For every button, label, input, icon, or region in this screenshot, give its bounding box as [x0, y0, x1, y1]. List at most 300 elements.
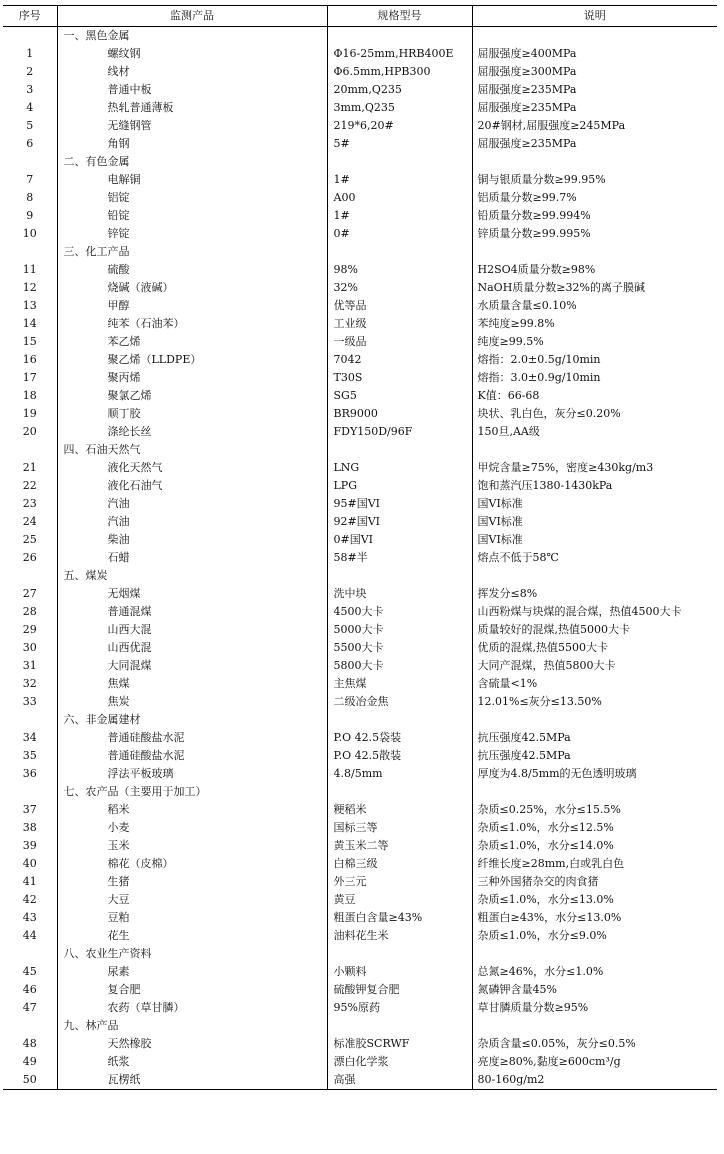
table-row	[3, 387, 717, 405]
row-number: 6	[26, 137, 34, 150]
row-number: 30	[22, 641, 37, 654]
product-name: 聚乙烯（LLDPE）	[57, 351, 327, 369]
product-name: 无烟煤	[57, 585, 327, 603]
row-number: 10	[22, 227, 37, 240]
product-spec: 5800大卡	[327, 657, 472, 675]
product-description: 杂质≤1.0%，水分≤9.0%	[472, 927, 717, 945]
row-number: 17	[22, 371, 37, 384]
product-description: 粗蛋白≥43%，水分≤13.0%	[472, 909, 717, 927]
table-row	[3, 801, 717, 819]
product-name: 豆粕	[57, 909, 327, 927]
product-spec: 5000大卡	[327, 621, 472, 639]
row-number: 33	[22, 695, 37, 708]
row-number: 49	[22, 1055, 37, 1068]
table-row	[3, 189, 717, 207]
product-description: 大同产混煤，热值5800大卡	[472, 657, 717, 675]
product-name: 普通硅酸盐水泥	[57, 729, 327, 747]
product-name: 天然橡胶	[57, 1035, 327, 1053]
product-name: 无缝钢管	[57, 117, 327, 135]
product-spec: LPG	[327, 477, 472, 495]
row-number: 9	[26, 209, 34, 222]
product-description: 屈服强度≥235MPa	[472, 99, 717, 117]
product-description: 抗压强度42.5MPa	[472, 747, 717, 765]
table-row	[3, 351, 717, 369]
table-row	[3, 117, 717, 135]
product-name: 山西大混	[57, 621, 327, 639]
category-row	[3, 711, 717, 729]
product-name: 焦煤	[57, 675, 327, 693]
product-name: 生猪	[57, 873, 327, 891]
table-row	[3, 315, 717, 333]
product-name: 苯乙烯	[57, 333, 327, 351]
product-spec: 高强	[327, 1071, 472, 1090]
product-name: 小麦	[57, 819, 327, 837]
product-description: 熔指：2.0±0.5g/10min	[472, 351, 717, 369]
product-spec: 95%原药	[327, 999, 472, 1017]
product-spec: SG5	[327, 387, 472, 405]
product-spec: 标准胶SCRWF	[327, 1035, 472, 1053]
row-number: 1	[26, 47, 34, 60]
product-spec: 1#	[327, 171, 472, 189]
product-spec: 58#半	[327, 549, 472, 567]
product-spec: 98%	[327, 261, 472, 279]
product-name: 纯苯（石油苯）	[57, 315, 327, 333]
table-row	[3, 1053, 717, 1071]
product-spec: 粳稻米	[327, 801, 472, 819]
row-number: 12	[22, 281, 37, 294]
table-row	[3, 891, 717, 909]
product-spec: 外三元	[327, 873, 472, 891]
product-description: 饱和蒸汽压1380-1430kPa	[472, 477, 717, 495]
row-number: 8	[26, 191, 34, 204]
product-spec: T30S	[327, 369, 472, 387]
table-row	[3, 135, 717, 153]
product-description: K值：66-68	[472, 387, 717, 405]
product-spec: 二级冶金焦	[327, 693, 472, 711]
row-number: 29	[22, 623, 37, 636]
category-row	[3, 153, 717, 171]
product-name: 电解铜	[57, 171, 327, 189]
product-name: 汽油	[57, 513, 327, 531]
product-name: 棉花（皮棉）	[57, 855, 327, 873]
product-description: 总氮≥46%，水分≤1.0%	[472, 963, 717, 981]
category-title: 五、煤炭	[57, 567, 327, 585]
category-no-cell	[3, 1017, 57, 1035]
row-number: 4	[26, 101, 34, 114]
category-row	[3, 1017, 717, 1035]
product-description: 屈服强度≥400MPa	[472, 45, 717, 63]
product-spec: 工业级	[327, 315, 472, 333]
table-row	[3, 855, 717, 873]
product-description: 优质的混煤,热值5500大卡	[472, 639, 717, 657]
table-row	[3, 477, 717, 495]
product-spec: A00	[327, 189, 472, 207]
row-number: 2	[26, 65, 34, 78]
product-spec: 漂白化学浆	[327, 1053, 472, 1071]
product-description: 熔点不低于58℃	[472, 549, 717, 567]
product-description: 含硫量<1%	[472, 675, 717, 693]
product-name: 聚丙烯	[57, 369, 327, 387]
category-spec-cell	[327, 783, 472, 801]
row-number: 36	[22, 767, 37, 780]
product-spec: FDY150D/96F	[327, 423, 472, 441]
product-name: 普通混煤	[57, 603, 327, 621]
row-number: 16	[22, 353, 37, 366]
product-description: 三种外国猪杂交的肉食猪	[472, 873, 717, 891]
header-spec: 规格型号	[327, 6, 472, 27]
table-row	[3, 423, 717, 441]
row-number: 21	[22, 461, 37, 474]
product-description: 铝质量分数≥99.7%	[472, 189, 717, 207]
product-description: 锌质量分数≥99.995%	[472, 225, 717, 243]
row-number: 48	[22, 1037, 37, 1050]
category-no-cell	[3, 243, 57, 261]
table-row	[3, 549, 717, 567]
product-spec: 粗蛋白含量≥43%	[327, 909, 472, 927]
product-spec: Φ16-25mm,HRB400E	[327, 45, 472, 63]
row-number: 5	[26, 119, 34, 132]
category-row	[3, 243, 717, 261]
row-number: 24	[22, 515, 37, 528]
category-spec-cell	[327, 711, 472, 729]
table-row	[3, 297, 717, 315]
table-row	[3, 729, 717, 747]
product-spec: 1#	[327, 207, 472, 225]
row-number: 46	[22, 983, 37, 996]
category-row	[3, 945, 717, 963]
table-row	[3, 279, 717, 297]
product-name: 汽油	[57, 495, 327, 513]
product-spec: 4500大卡	[327, 603, 472, 621]
product-name: 尿素	[57, 963, 327, 981]
table-row	[3, 531, 717, 549]
product-spec: 5#	[327, 135, 472, 153]
product-description: 国VI标准	[472, 495, 717, 513]
table-row	[3, 99, 717, 117]
product-name: 铅锭	[57, 207, 327, 225]
product-name: 烧碱（液碱）	[57, 279, 327, 297]
product-spec: 219*6,20#	[327, 117, 472, 135]
category-spec-cell	[327, 27, 472, 46]
product-spec: LNG	[327, 459, 472, 477]
row-number: 25	[22, 533, 37, 546]
product-spec: 0#	[327, 225, 472, 243]
product-name: 硫酸	[57, 261, 327, 279]
product-description: 山西粉煤与块煤的混合煤，热值4500大卡	[472, 603, 717, 621]
category-desc-cell	[472, 711, 717, 729]
category-title: 二、有色金属	[57, 153, 327, 171]
product-spec: 一级品	[327, 333, 472, 351]
product-name: 普通硅酸盐水泥	[57, 747, 327, 765]
row-number: 50	[22, 1073, 37, 1086]
table-row	[3, 981, 717, 999]
product-name: 花生	[57, 927, 327, 945]
category-spec-cell	[327, 153, 472, 171]
product-description: 12.01%≤灰分≤13.50%	[472, 693, 717, 711]
row-number: 39	[22, 839, 37, 852]
row-number: 15	[22, 335, 37, 348]
row-number: 42	[22, 893, 37, 906]
row-number: 37	[22, 803, 37, 816]
table-row	[3, 873, 717, 891]
row-number: 47	[22, 1001, 37, 1014]
row-number: 18	[22, 389, 37, 402]
category-desc-cell	[472, 441, 717, 459]
category-desc-cell	[472, 567, 717, 585]
row-number: 13	[22, 299, 37, 312]
product-description: 铅质量分数≥99.994%	[472, 207, 717, 225]
product-description: 150旦,AA级	[472, 423, 717, 441]
category-no-cell	[3, 567, 57, 585]
product-description: 草甘膦质量分数≥95%	[472, 999, 717, 1017]
product-spec: 国标三等	[327, 819, 472, 837]
table-body	[3, 27, 717, 1090]
product-name: 锌锭	[57, 225, 327, 243]
category-no-cell	[3, 27, 57, 46]
product-description: 纯度≥99.5%	[472, 333, 717, 351]
product-description: 国VI标准	[472, 513, 717, 531]
table-row	[3, 909, 717, 927]
product-name: 涤纶长丝	[57, 423, 327, 441]
table-row	[3, 639, 717, 657]
row-number: 31	[22, 659, 37, 672]
product-description: 杂质≤0.25%，水分≤15.5%	[472, 801, 717, 819]
product-description: 挥发分≤8%	[472, 585, 717, 603]
product-name: 线材	[57, 63, 327, 81]
product-spec: 0#国VI	[327, 531, 472, 549]
product-spec: P.O 42.5袋装	[327, 729, 472, 747]
row-number: 28	[22, 605, 37, 618]
product-name: 铝锭	[57, 189, 327, 207]
product-name: 焦炭	[57, 693, 327, 711]
table-row	[3, 459, 717, 477]
category-title: 七、农产品（主要用于加工）	[57, 783, 327, 801]
category-spec-cell	[327, 567, 472, 585]
product-name: 大豆	[57, 891, 327, 909]
table-row	[3, 333, 717, 351]
product-name: 农药（草甘膦）	[57, 999, 327, 1017]
table-row	[3, 369, 717, 387]
row-number: 32	[22, 677, 37, 690]
monitoring-products-table	[3, 5, 717, 1090]
row-number: 35	[22, 749, 37, 762]
product-spec: 95#国VI	[327, 495, 472, 513]
product-spec: 主焦煤	[327, 675, 472, 693]
product-description: 屈服强度≥300MPa	[472, 63, 717, 81]
product-description: 苯纯度≥99.8%	[472, 315, 717, 333]
category-row	[3, 567, 717, 585]
product-description: 抗压强度42.5MPa	[472, 729, 717, 747]
row-number: 3	[26, 83, 34, 96]
product-name: 液化天然气	[57, 459, 327, 477]
table-row	[3, 585, 717, 603]
product-description: 铜与银质量分数≥99.95%	[472, 171, 717, 189]
row-number: 22	[22, 479, 37, 492]
product-spec: 黄玉米二等	[327, 837, 472, 855]
header-desc: 说明	[472, 6, 717, 27]
category-desc-cell	[472, 243, 717, 261]
row-number: 19	[22, 407, 37, 420]
row-number: 26	[22, 551, 37, 564]
product-description: 杂质≤1.0%，水分≤14.0%	[472, 837, 717, 855]
table-row	[3, 693, 717, 711]
product-description: 国VI标准	[472, 531, 717, 549]
row-number: 38	[22, 821, 37, 834]
product-name: 浮法平板玻璃	[57, 765, 327, 783]
category-desc-cell	[472, 1017, 717, 1035]
row-number: 27	[22, 587, 37, 600]
table-row	[3, 207, 717, 225]
table-row	[3, 45, 717, 63]
product-description: 熔指：3.0±0.9g/10min	[472, 369, 717, 387]
product-spec: 优等品	[327, 297, 472, 315]
product-spec: 硫酸钾复合肥	[327, 981, 472, 999]
product-name: 螺纹钢	[57, 45, 327, 63]
row-number: 7	[26, 173, 34, 186]
category-title: 八、农业生产资料	[57, 945, 327, 963]
category-title: 四、石油天然气	[57, 441, 327, 459]
category-title: 九、林产品	[57, 1017, 327, 1035]
table-row	[3, 513, 717, 531]
table-row	[3, 621, 717, 639]
product-description: 厚度为4.8/5mm的无色透明玻璃	[472, 765, 717, 783]
product-spec: 7042	[327, 351, 472, 369]
product-description: 甲烷含量≥75%，密度≥430kg/m3	[472, 459, 717, 477]
product-description: 屈服强度≥235MPa	[472, 81, 717, 99]
category-desc-cell	[472, 153, 717, 171]
category-spec-cell	[327, 441, 472, 459]
category-spec-cell	[327, 243, 472, 261]
product-name: 稻米	[57, 801, 327, 819]
row-number: 23	[22, 497, 37, 510]
product-spec: 92#国VI	[327, 513, 472, 531]
product-spec: 白棉三级	[327, 855, 472, 873]
category-no-cell	[3, 441, 57, 459]
category-title: 一、黑色金属	[57, 27, 327, 46]
table-row	[3, 405, 717, 423]
table-row	[3, 63, 717, 81]
product-spec: 油料花生米	[327, 927, 472, 945]
table-row	[3, 963, 717, 981]
row-number: 43	[22, 911, 37, 924]
product-spec: 5500大卡	[327, 639, 472, 657]
category-row	[3, 27, 717, 46]
product-spec: 小颗料	[327, 963, 472, 981]
product-description: 杂质≤1.0%，水分≤13.0%	[472, 891, 717, 909]
table-row	[3, 1071, 717, 1090]
product-spec: 洗中块	[327, 585, 472, 603]
table-row	[3, 1035, 717, 1053]
category-no-cell	[3, 153, 57, 171]
product-name: 热轧普通薄板	[57, 99, 327, 117]
product-description: NaOH质量分数≥32%的离子膜碱	[472, 279, 717, 297]
table-row	[3, 81, 717, 99]
category-spec-cell	[327, 1017, 472, 1035]
category-no-cell	[3, 783, 57, 801]
product-description: 块状、乳白色，灰分≤0.20%	[472, 405, 717, 423]
product-description: 屈服强度≥235MPa	[472, 135, 717, 153]
category-title: 六、非金属建材	[57, 711, 327, 729]
row-number: 14	[22, 317, 37, 330]
product-spec: 3mm,Q235	[327, 99, 472, 117]
product-description: 杂质≤1.0%，水分≤12.5%	[472, 819, 717, 837]
product-spec: BR9000	[327, 405, 472, 423]
product-description: 纤维长度≥28mm,白或乳白色	[472, 855, 717, 873]
table-row	[3, 261, 717, 279]
table-row	[3, 495, 717, 513]
product-name: 聚氯乙烯	[57, 387, 327, 405]
product-spec: P.O 42.5散装	[327, 747, 472, 765]
row-number: 34	[22, 731, 37, 744]
table-row	[3, 927, 717, 945]
product-name: 甲醇	[57, 297, 327, 315]
category-desc-cell	[472, 27, 717, 46]
product-name: 大同混煤	[57, 657, 327, 675]
table-row	[3, 837, 717, 855]
table-row	[3, 675, 717, 693]
product-description: 20#钢材,屈服强度≥245MPa	[472, 117, 717, 135]
table-row	[3, 171, 717, 189]
category-title: 三、化工产品	[57, 243, 327, 261]
category-no-cell	[3, 711, 57, 729]
product-name: 山西优混	[57, 639, 327, 657]
product-description: 水质量含量≤0.10%	[472, 297, 717, 315]
table-row	[3, 747, 717, 765]
row-number: 45	[22, 965, 37, 978]
row-number: 11	[22, 263, 37, 276]
product-description: 氮磷钾含量45%	[472, 981, 717, 999]
product-name: 复合肥	[57, 981, 327, 999]
header-no: 序号	[3, 6, 57, 27]
row-number: 40	[22, 857, 37, 870]
table-row	[3, 603, 717, 621]
category-row	[3, 441, 717, 459]
product-spec: Φ6.5mm,HPB300	[327, 63, 472, 81]
product-name: 纸浆	[57, 1053, 327, 1071]
header-product: 监测产品	[57, 6, 327, 27]
table-row	[3, 819, 717, 837]
product-name: 玉米	[57, 837, 327, 855]
product-name: 瓦楞纸	[57, 1071, 327, 1090]
product-spec: 32%	[327, 279, 472, 297]
product-description: 亮度≥80%,黏度≥600cm³/g	[472, 1053, 717, 1071]
product-description: 80-160g/m2	[472, 1071, 717, 1090]
category-desc-cell	[472, 945, 717, 963]
product-name: 角钢	[57, 135, 327, 153]
row-number: 44	[22, 929, 37, 942]
product-name: 柴油	[57, 531, 327, 549]
row-number: 20	[22, 425, 37, 438]
product-description: H2SO4质量分数≥98%	[472, 261, 717, 279]
table-row	[3, 765, 717, 783]
table-row	[3, 225, 717, 243]
product-description: 杂质含量≤0.05%，灰分≤0.5%	[472, 1035, 717, 1053]
product-name: 顺丁胶	[57, 405, 327, 423]
category-row	[3, 783, 717, 801]
table-row	[3, 657, 717, 675]
category-desc-cell	[472, 783, 717, 801]
product-spec: 4.8/5mm	[327, 765, 472, 783]
category-no-cell	[3, 945, 57, 963]
table-header-row	[3, 6, 717, 27]
product-description: 质量较好的混煤,热值5000大卡	[472, 621, 717, 639]
product-spec: 黄豆	[327, 891, 472, 909]
table-row	[3, 999, 717, 1017]
row-number: 41	[22, 875, 37, 888]
category-spec-cell	[327, 945, 472, 963]
product-name: 石蜡	[57, 549, 327, 567]
product-spec: 20mm,Q235	[327, 81, 472, 99]
